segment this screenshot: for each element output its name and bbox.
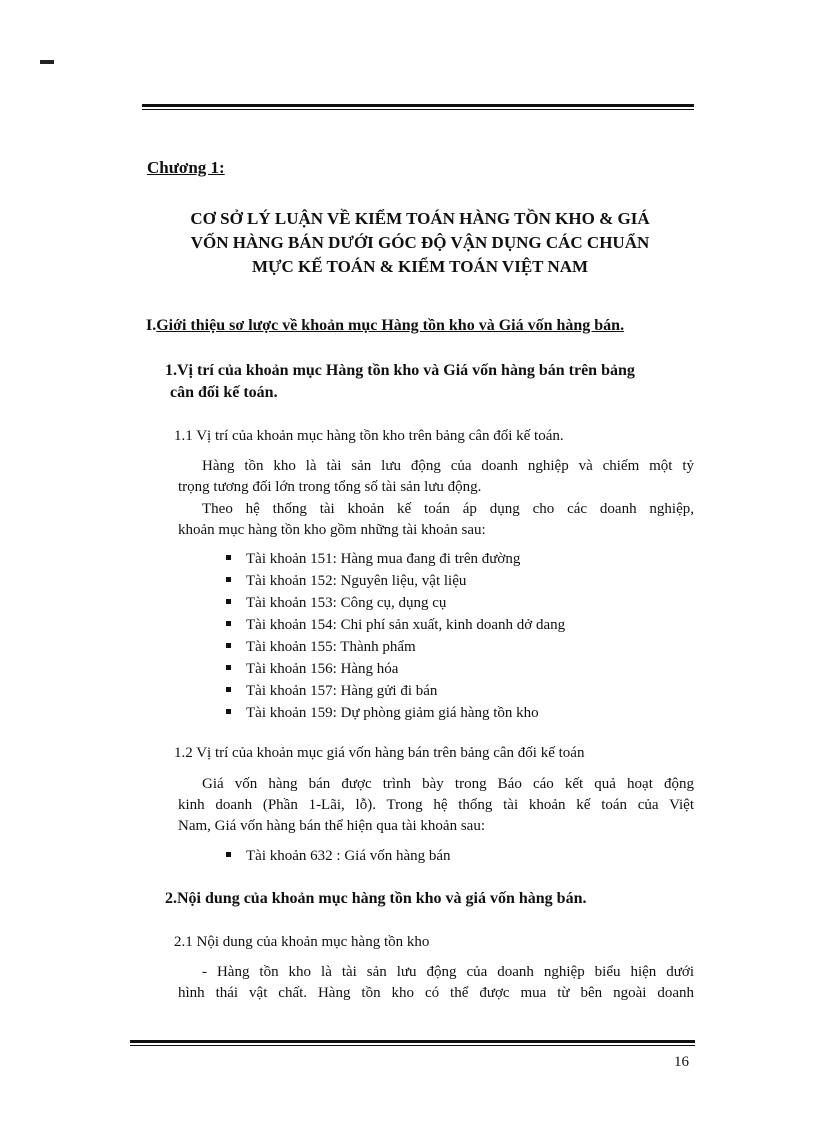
list-item	[226, 636, 565, 658]
item-heading: 2.1 Nội dung của khoản mục hàng tồn kho	[174, 934, 430, 950]
list-item-text: Tài khoản 157: Hàng gửi đi bán	[246, 683, 438, 699]
list-item-text: Tài khoản 151: Hàng mua đang đi trên đường	[246, 551, 521, 567]
bullet-square-icon	[226, 643, 231, 648]
subsection-heading-line: 1.Vị trí của khoản mục Hàng tồn kho và Giá vốn hàng bán trên bảng	[165, 362, 635, 379]
list-item	[226, 845, 451, 867]
list-item	[226, 548, 565, 570]
paragraph-line: Hàng tồn kho là tài sản lưu động của doanh nghiệp và chiếm một tỷ	[202, 458, 694, 474]
bullet-square-icon	[226, 852, 231, 857]
paragraph-line: Nam, Giá vốn hàng bán thể hiện qua tài khoản sau:	[178, 818, 486, 834]
list-item-text: Tài khoản 152: Nguyên liệu, vật liệu	[246, 573, 467, 589]
bullet-square-icon	[226, 555, 231, 560]
paragraph-line: trọng tương đối lớn trong tổng số tài sản lưu động.	[178, 479, 482, 495]
chapter-title-line: VỐN HÀNG BÁN DƯỚI GÓC ĐỘ VẬN DỤNG CÁC CHUẨN	[190, 233, 650, 252]
account-list	[226, 548, 565, 724]
account-list	[226, 845, 451, 867]
paragraph	[178, 962, 694, 1004]
list-item	[226, 702, 565, 724]
header-rule	[142, 104, 694, 110]
bullet-square-icon	[226, 599, 231, 604]
item-heading: 1.2 Vị trí của khoản mục giá vốn hàng bán trên bảng cân đối kế toán	[174, 745, 585, 761]
scan-mark	[40, 60, 54, 64]
chapter-title-line: CƠ SỞ LÝ LUẬN VỀ KIỂM TOÁN HÀNG TỒN KHO & GIÁ	[190, 209, 650, 228]
list-item-text: Tài khoản 632 : Giá vốn hàng bán	[246, 848, 451, 864]
section-title: Giới thiệu sơ lược về khoản mục Hàng tồn kho và Giá vốn hàng bán.	[156, 317, 625, 334]
list-item	[226, 570, 565, 592]
paragraph-line: khoản mục hàng tồn kho gồm những tài khoản sau:	[178, 522, 486, 538]
footer-rule	[130, 1040, 695, 1046]
list-item-text: Tài khoản 155: Thành phẩm	[246, 639, 416, 655]
list-item-text: Tài khoản 154: Chi phí sản xuất, kinh doanh dở dang	[246, 617, 566, 633]
item-heading: 1.1 Vị trí của khoản mục hàng tồn kho trên bảng cân đối kế toán.	[174, 428, 564, 444]
subsection-heading: 2.Nội dung của khoản mục hàng tồn kho và giá vốn hàng bán.	[165, 890, 587, 907]
section-heading	[146, 317, 624, 335]
paragraph	[178, 774, 694, 837]
bullet-square-icon	[226, 709, 231, 714]
bullet-square-icon	[226, 665, 231, 670]
list-item	[226, 592, 565, 614]
list-item-text: Tài khoản 156: Hàng hóa	[246, 661, 399, 677]
paragraph-line: kinh doanh (Phần 1-Lãi, lỗ). Trong hệ thống tài khoản kế toán của Việt	[178, 797, 694, 813]
paragraph	[178, 499, 694, 541]
paragraph	[178, 456, 694, 498]
chapter-label: Chương 1:	[147, 158, 225, 177]
page-number: 16	[674, 1054, 689, 1070]
subsection-heading	[165, 360, 635, 404]
list-item-text: Tài khoản 153: Công cụ, dụng cụ	[246, 595, 447, 611]
bullet-square-icon	[226, 687, 231, 692]
chapter-title	[150, 207, 690, 279]
section-number: I.	[146, 317, 157, 334]
list-item	[226, 680, 565, 702]
chapter-title-line: MỰC KẾ TOÁN & KIỂM TOÁN VIỆT NAM	[251, 257, 589, 276]
list-item	[226, 658, 565, 680]
list-item	[226, 614, 565, 636]
paragraph-line: - Hàng tồn kho là tài sản lưu động của doanh nghiệp biểu hiện dưới	[202, 964, 694, 980]
list-item-text: Tài khoản 159: Dự phòng giảm giá hàng tồn kho	[246, 705, 539, 721]
bullet-square-icon	[226, 621, 231, 626]
paragraph-line: hình thái vật chất. Hàng tồn kho có thể được mua từ bên ngoài doanh	[178, 985, 694, 1001]
paragraph-line: Theo hệ thống tài khoản kế toán áp dụng cho các doanh nghiệp,	[202, 501, 694, 517]
subsection-heading-line: cân đối kế toán.	[170, 384, 278, 401]
paragraph-line: Giá vốn hàng bán được trình bày trong Báo cáo kết quả hoạt động	[202, 776, 694, 792]
bullet-square-icon	[226, 577, 231, 582]
